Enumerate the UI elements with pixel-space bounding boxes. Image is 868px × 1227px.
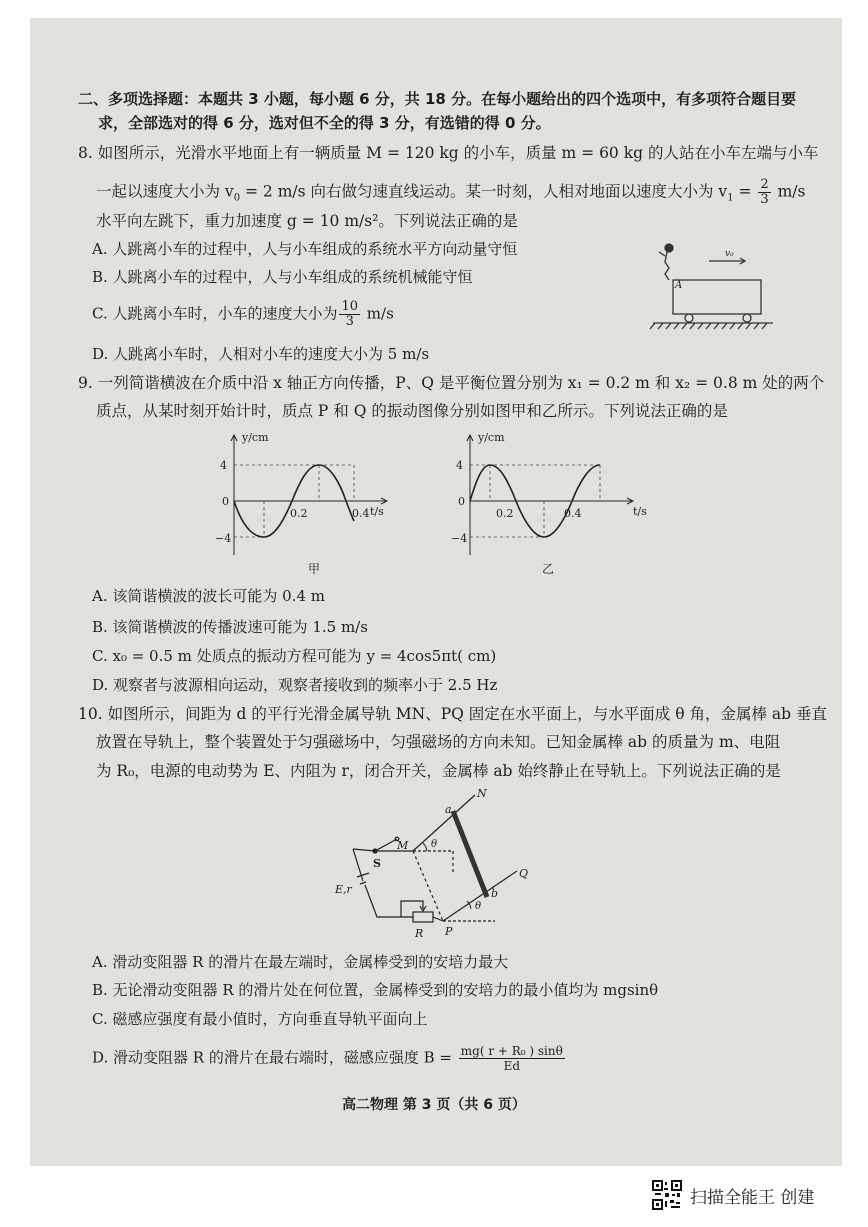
q8-option-b: B. 人跳离小车的过程中，人与小车组成的系统机械能守恒: [92, 268, 473, 286]
jia-tick-0: 0: [222, 495, 229, 508]
label-b: b: [491, 887, 499, 900]
q10-rail-circuit-figure: [335, 785, 550, 945]
q8-line-3: 水平向左跳下，重力加速度 g = 10 m/s²。下列说法正确的是: [96, 212, 518, 230]
section-heading-line-2: 求，全部选对的得 6 分，选对但不全的得 3 分，有选错的得 0 分。: [98, 114, 551, 132]
q8-line-1: 8. 如图所示，光滑水平地面上有一辆质量 M = 120 kg 的小车，质量 m = 60 kg 的人站在小车左端与小车: [78, 144, 819, 162]
jia-tick-4: 4: [220, 459, 227, 472]
yi-ylabel: y/cm: [478, 431, 505, 444]
q10-option-b: B. 无论滑动变阻器 R 的滑片处在何位置，金属棒受到的安培力的最小值均为 mgsinθ: [92, 981, 659, 999]
label-a: a: [445, 803, 452, 816]
q9-option-a: A. 该简谐横波的波长可能为 0.4 m: [92, 587, 325, 605]
scanner-watermark: [652, 1180, 814, 1210]
q10-line-3: 为 R₀，电源的电动势为 E、内阻为 r，闭合开关，金属棒 ab 始终静止在导轨上。下列说法正确的是: [96, 762, 781, 780]
label-n: N: [477, 787, 487, 800]
q9-line-1: 9. 一列简谐横波在介质中沿 x 轴正方向传播，P、Q 是平衡位置分别为 x₁ = 0.2 m 和 x₂ = 0.8 m 处的两个: [78, 374, 825, 392]
q8-cart-figure: [645, 240, 775, 335]
q9-option-c: C. x₀ = 0.5 m 处质点的振动方程可能为 y = 4cos5πt( cm): [92, 647, 497, 665]
velocity-label: v₀: [725, 249, 734, 259]
q8-option-a: A. 人跳离小车的过程中，人与小车组成的系统水平方向动量守恒: [92, 240, 518, 258]
switch-s: [375, 839, 397, 851]
yi-tick-neg4: −4: [451, 532, 468, 545]
page-footer: 高二物理 第 3 页（共 6 页）: [342, 1097, 526, 1113]
label-theta-2: θ: [475, 901, 482, 912]
jia-xlabel: t/s: [370, 505, 384, 518]
vibration-graph-jia: [212, 425, 402, 580]
section-heading-line-1: 二、多项选择题：本题共 3 小题，每小题 6 分，共 18 分。在每小题给出的四个选项中，有多项符合题目要: [78, 90, 797, 108]
q8-option-c: C. 人跳离小车时，小车的速度大小为 $\frac{10}{3}$ m/s: [92, 299, 394, 329]
q10-option-c: C. 磁感应强度有最小值时，方向垂直导轨平面向上: [92, 1010, 428, 1028]
vibration-graph-yi: [448, 425, 648, 580]
yi-xlabel: t/s: [633, 505, 647, 518]
cart-wheel-right: [743, 314, 751, 322]
label-m: M: [397, 839, 409, 852]
rheostat-r: [413, 912, 433, 922]
scanner-watermark-text: 扫描全能王 创建: [690, 1187, 815, 1208]
q9-line-2: 质点，从某时刻开始计时，质点 P 和 Q 的振动图像分别如图甲和乙所示。下列说法正确的是: [96, 402, 728, 420]
yi-tick-0.2: 0.2: [496, 507, 514, 520]
jia-ylabel: y/cm: [242, 431, 269, 444]
cart-body: [673, 280, 761, 314]
label-er: E,r: [335, 883, 352, 896]
q9-option-d: D. 观察者与波源相向运动，观察者接收到的频率小于 2.5 Hz: [92, 676, 498, 694]
q10-option-a: A. 滑动变阻器 R 的滑片在最左端时，金属棒受到的安培力最大: [92, 953, 509, 971]
label-s: S: [373, 857, 381, 870]
yi-tick-4: 4: [456, 459, 463, 472]
person-head: [665, 244, 673, 252]
qr-code-icon: [652, 1180, 682, 1210]
label-p: P: [445, 925, 453, 938]
jia-caption: 甲: [308, 562, 321, 576]
rheostat-slider: [401, 901, 423, 917]
jia-tick-0.2: 0.2: [290, 507, 308, 520]
metal-rod-ab: [453, 811, 487, 897]
q8-line-2: 一起以速度大小为 $v_0 = 2$ m/s 向右做匀速直线运动。某一时刻，人相对地面以速度大小为 $v_1$ = $\frac{2}{3}$ m/s: [96, 177, 806, 207]
label-q: Q: [519, 867, 529, 880]
label-r: R: [415, 927, 424, 940]
jia-tick-neg4: −4: [215, 532, 232, 545]
q8-option-d: D. 人跳离小车时，人相对小车的速度大小为 5 m/s: [92, 345, 430, 363]
q10-line-1: 10. 如图所示，间距为 d 的平行光滑金属导轨 MN、PQ 固定在水平面上，与水平面成 θ 角，金属棒 ab 垂直: [78, 705, 827, 723]
cart-wheel-left: [685, 314, 693, 322]
yi-caption: 乙: [542, 562, 555, 576]
jia-tick-0.4: 0.4: [352, 507, 370, 520]
cart-label-a: A: [675, 280, 683, 291]
q10-option-d: D. 滑动变阻器 R 的滑片在最右端时，磁感应强度 B = $\frac{\text{mg( r + R₀ ) sinθ}}{Ed}$: [92, 1044, 563, 1073]
label-theta-1: θ: [431, 839, 438, 850]
yi-tick-0.4: 0.4: [564, 507, 582, 520]
person-body: [665, 252, 669, 280]
q8-fraction: $\frac{2}{3}$: [760, 177, 769, 207]
q9-option-b: B. 该简谐横波的传播波速可能为 1.5 m/s: [92, 618, 368, 636]
yi-tick-0: 0: [458, 495, 465, 508]
q10-line-2: 放置在导轨上，整个装置处于匀强磁场中，匀强磁场的方向未知。已知金属棒 ab 的质量为 m、电阻: [96, 733, 781, 751]
